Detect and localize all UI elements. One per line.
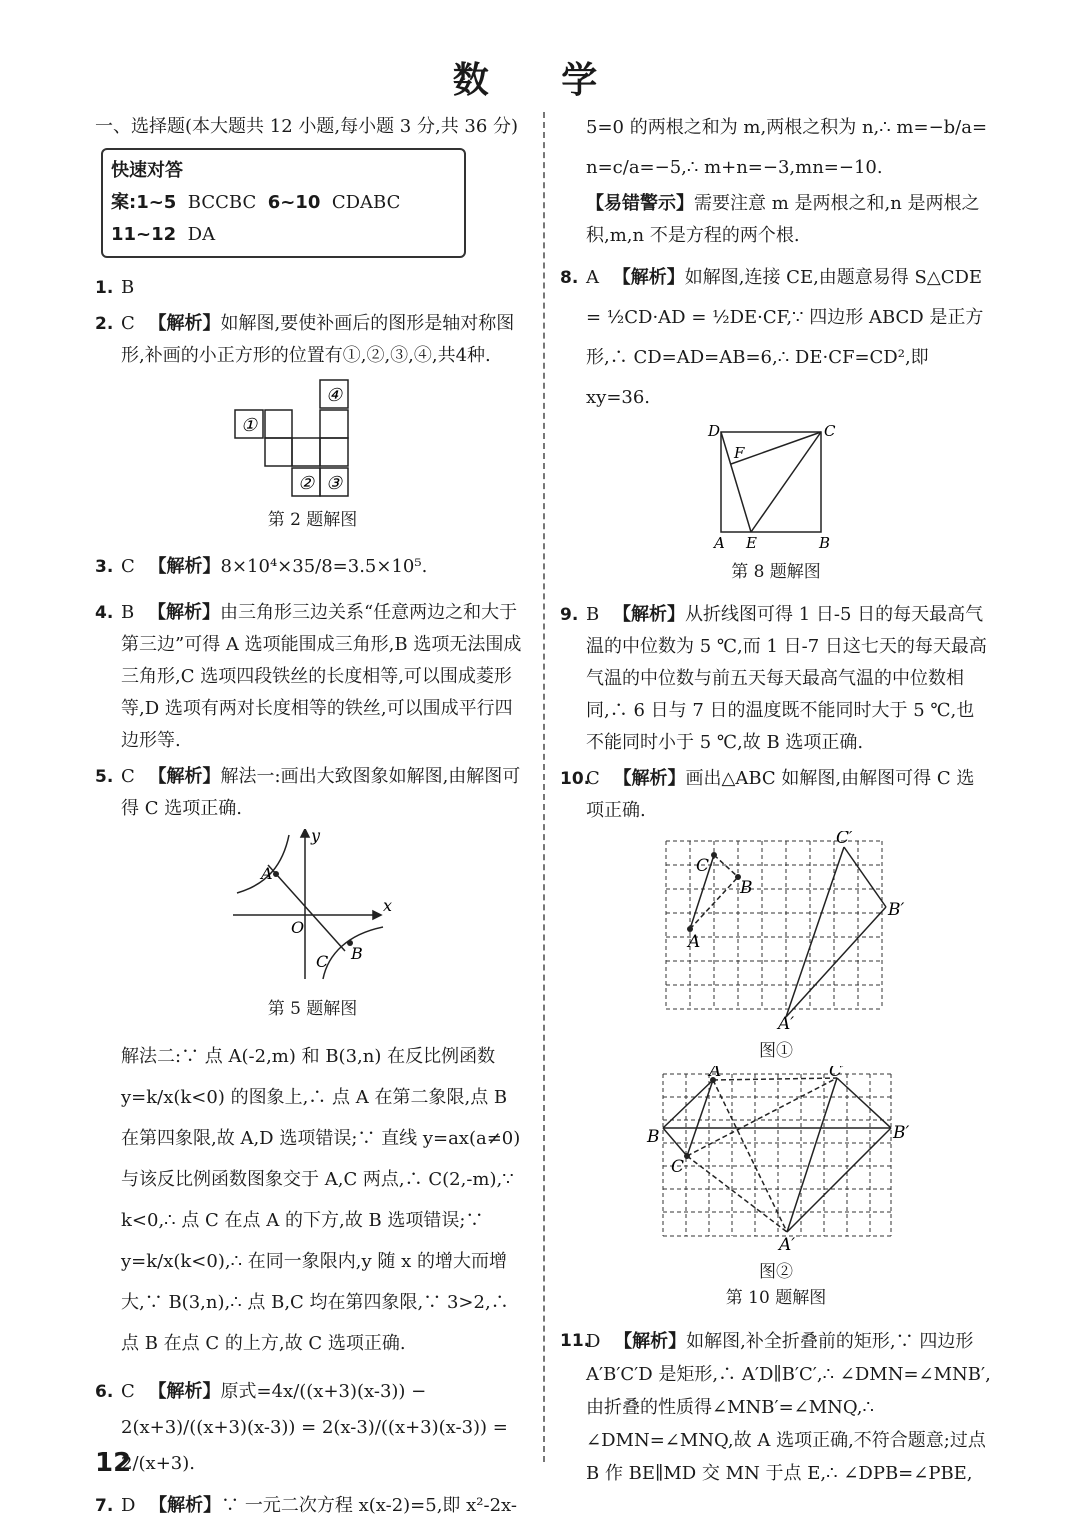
point-c-label: C: [824, 422, 836, 440]
point-c-prime-label: C′: [836, 831, 853, 848]
item-answer: C: [586, 768, 600, 789]
q10-grid-figure-1: [646, 831, 906, 1031]
point-a-prime-label: A′: [778, 1014, 795, 1031]
caption-fig5: 第 5 题解图: [267, 999, 358, 1019]
analysis-tag: 【解析】: [148, 766, 221, 787]
item-number: 4.: [95, 603, 114, 623]
answer-item-5: [95, 761, 530, 825]
analysis-tag: 【解析】: [612, 604, 685, 625]
item-text: 8×10⁴×35/8=3.5×10⁵.: [220, 556, 428, 577]
answer-item-3: [95, 551, 530, 583]
point-a-label: A: [688, 932, 701, 952]
caption-fig8: 第 8 题解图: [731, 562, 821, 582]
item-text: ∵ 一元二次方程 x(x-2)=5,即 x²-2x-: [221, 1495, 517, 1516]
point-b-label: B: [647, 1127, 660, 1147]
item-number: 7.: [95, 1496, 114, 1516]
figure-q10-1: [560, 831, 992, 1036]
point-f-label: F: [734, 444, 745, 462]
range-3: 11~12: [111, 224, 177, 245]
item-answer: B: [586, 604, 600, 625]
item-text: 从折线图可得 1 日-5 日的每天最高气温的中位数为 5 ℃,而 1 日-7 日这七天的每天最高气温的中位数与前五天每天最高气温的中位数相同,∴ 6 日与 7 日的温度既不能同时大于 5 ℃,也不能同时小于 5 ℃,故 B 选项正确.: [586, 604, 987, 753]
caption-fig10a: 图①: [759, 1041, 793, 1061]
analysis-tag: 【解析】: [147, 602, 220, 623]
item-number: 2.: [95, 314, 114, 334]
right-column: [560, 108, 992, 1494]
point-b-label: B: [740, 878, 753, 898]
analysis-tag: 【解析】: [148, 1381, 221, 1402]
item-text: 由三角形三边关系“任意两边之和大于第三边”可得 A 选项能围成三角形,B 选项无法围成三角形,C 选项四段铁丝的长度相等,可以围成菱形等,D 选项有两对长度相等的铁丝,可以围成平行四边形等.: [121, 602, 522, 751]
item-answer: D: [121, 1495, 136, 1516]
column-divider: [543, 112, 545, 1462]
item-answer: B: [121, 602, 135, 623]
analysis-tag: 【解析】: [612, 267, 685, 288]
point-b-prime-label: B′: [893, 1123, 910, 1143]
answer-item-8: [560, 258, 992, 418]
answer-item-9: [560, 599, 992, 759]
caption-fig10: 第 10 题解图: [725, 1288, 827, 1308]
left-column: [95, 108, 530, 1526]
item-number: 8.: [560, 268, 579, 288]
analysis-tag: 【解析】: [614, 1331, 687, 1352]
quick-answer-box: [101, 148, 466, 258]
point-a-label: A: [714, 534, 725, 552]
point-b-prime-label: B′: [888, 900, 905, 920]
page-number: 12: [95, 1448, 132, 1478]
point-b-label: B: [819, 534, 831, 552]
q5-graph-figure: [223, 829, 403, 989]
point-a-label: A: [709, 1066, 722, 1081]
analysis-tag: 【解析】: [148, 556, 221, 577]
q8-square-figure: [706, 422, 846, 552]
item-number: 3.: [95, 557, 114, 577]
answer-item-4: [95, 597, 530, 757]
item-number: 10.: [560, 769, 591, 789]
answer-item-1: [95, 272, 530, 304]
circle-2-label: ②: [297, 473, 314, 494]
x-axis-label: x: [382, 896, 392, 915]
item-text: 如解图,补全折叠前的矩形,∵ 四边形 A′B′C′D 是矩形,∴ A′D∥B′C′,∴ ∠DMN=∠MNB′,由折叠的性质得∠MNB′=∠MNQ,∴ ∠DMN=∠MNQ,故 A 选项正确,不符合题意;过点 B 作 BE∥MD 交 MN 于点 E,∴ ∠DPB=∠PBE,: [586, 1331, 991, 1484]
analysis-tag: 【解析】: [148, 313, 221, 334]
item-number: 11.: [560, 1331, 591, 1351]
figure-q5: [95, 829, 530, 994]
circle-3-label: ③: [325, 473, 342, 494]
item-text: 如解图,要使补画后的图形是轴对称图形,补画的小正方形的位置有①,②,③,④,共4种.: [121, 313, 515, 366]
figure-q10-2: [560, 1066, 992, 1257]
answer-item-11: [560, 1325, 992, 1490]
q7-continuation: 5=0 的两根之和为 m,两根之积为 n,∴ m=−b/a= n=c/a=−5,∴ m+n=−3,mn=−10.: [586, 117, 988, 178]
answer-item-6: [95, 1374, 530, 1482]
origin-label: O: [290, 918, 304, 937]
warning-text: 需要注意 m 是两根之和,n 是两根之积,m,n 不是方程的两个根.: [586, 193, 980, 246]
answers-2: CDABC: [331, 192, 401, 213]
item-answer: C: [121, 556, 135, 577]
point-a-label: A: [260, 864, 273, 883]
point-c-prime-label: C′: [829, 1066, 846, 1081]
item-number: 5.: [95, 767, 114, 787]
item-answer: C: [121, 313, 135, 334]
item-text: 解法一:画出大致图象如解图,由解图可得 C 选项正确.: [121, 766, 521, 819]
figure-q2: [95, 376, 530, 505]
answers-3: DA: [187, 224, 216, 245]
section-heading: 一、选择题(本大题共 12 小题,每小题 3 分,共 36 分): [95, 116, 519, 137]
q7-warning: [560, 188, 992, 252]
item-answer: C: [121, 766, 135, 787]
circle-4-label: ④: [325, 385, 342, 406]
point-c-label: C: [696, 856, 710, 876]
q2-grid-figure: [213, 376, 413, 500]
point-a-prime-label: A′: [779, 1235, 796, 1252]
item-number: 6.: [95, 1382, 114, 1402]
q5-method-two: 解法二:∵ 点 A(-2,m) 和 B(3,n) 在反比例函数 y=k/x(k<0) 的图象上,∴ 点 A 在第二象限,点 B 在第四象限,故 A,D 选项错误;∵ 直线 y=ax(a≠0) 与该反比例函数图象交于 A,C 两点,∴ C(2,-m),∵ k<0,∴ 点 C 在点 A 的下方,故 B 选项错误;∵ y=k/x(k<0),∴ 在同一象限内,y 随 x 的增大而增大,∵ B(3,n),∴ 点 B,C 均在第四象限,∵ 3>2,∴ 点 B 在点 C 的上方,故 C 选项正确.: [121, 1046, 521, 1354]
figure-q8: [560, 422, 992, 557]
answers-1: BCCBC: [187, 192, 257, 213]
item-number: 9.: [560, 605, 579, 625]
page-title: 数 学: [452, 60, 628, 101]
quick-answer-label: 快速对答案:: [111, 160, 183, 213]
caption-fig10b: 图②: [759, 1262, 793, 1282]
item-answer: B: [121, 277, 135, 298]
point-c-label: C: [315, 952, 328, 971]
item-answer: A: [586, 267, 599, 288]
circle-1-label: ①: [240, 415, 257, 436]
item-text: 原式=4x/((x+3)(x-3)) − 2(x+3)/((x+3)(x-3)) = 2(x-3)/((x+3)(x-3)) = 2/(x+3).: [121, 1381, 508, 1474]
range-2: 6~10: [267, 192, 321, 213]
answer-item-2: [95, 308, 530, 372]
point-d-label: D: [708, 422, 721, 440]
item-answer: C: [121, 1381, 135, 1402]
point-c-label: C: [671, 1157, 685, 1177]
answer-item-7: [95, 1490, 530, 1522]
analysis-tag: 【解析】: [613, 768, 686, 789]
caption-fig2: 第 2 题解图: [267, 510, 358, 530]
point-e-label: E: [746, 534, 757, 552]
analysis-tag: 【解析】: [149, 1495, 222, 1516]
q10-grid-figure-2: [641, 1066, 911, 1252]
item-text: 如解图,连接 CE,由题意易得 S△CDE = ½CD·AD = ½DE·CF,∵ 四边形 ABCD 是正方形,∴ CD=AD=AB=6,∴ DE·CF=CD²,即 xy=36.: [586, 267, 984, 408]
item-answer: D: [586, 1331, 601, 1352]
point-b-label: B: [350, 944, 363, 963]
warning-tag: 【易错警示】: [586, 193, 694, 214]
y-axis-label: y: [310, 829, 320, 845]
answer-item-10: [560, 763, 992, 827]
item-number: 1.: [95, 278, 114, 298]
range-1: 1~5: [136, 192, 177, 213]
item-text: 画出△ABC 如解图,由解图可得 C 选项正确.: [586, 768, 975, 821]
